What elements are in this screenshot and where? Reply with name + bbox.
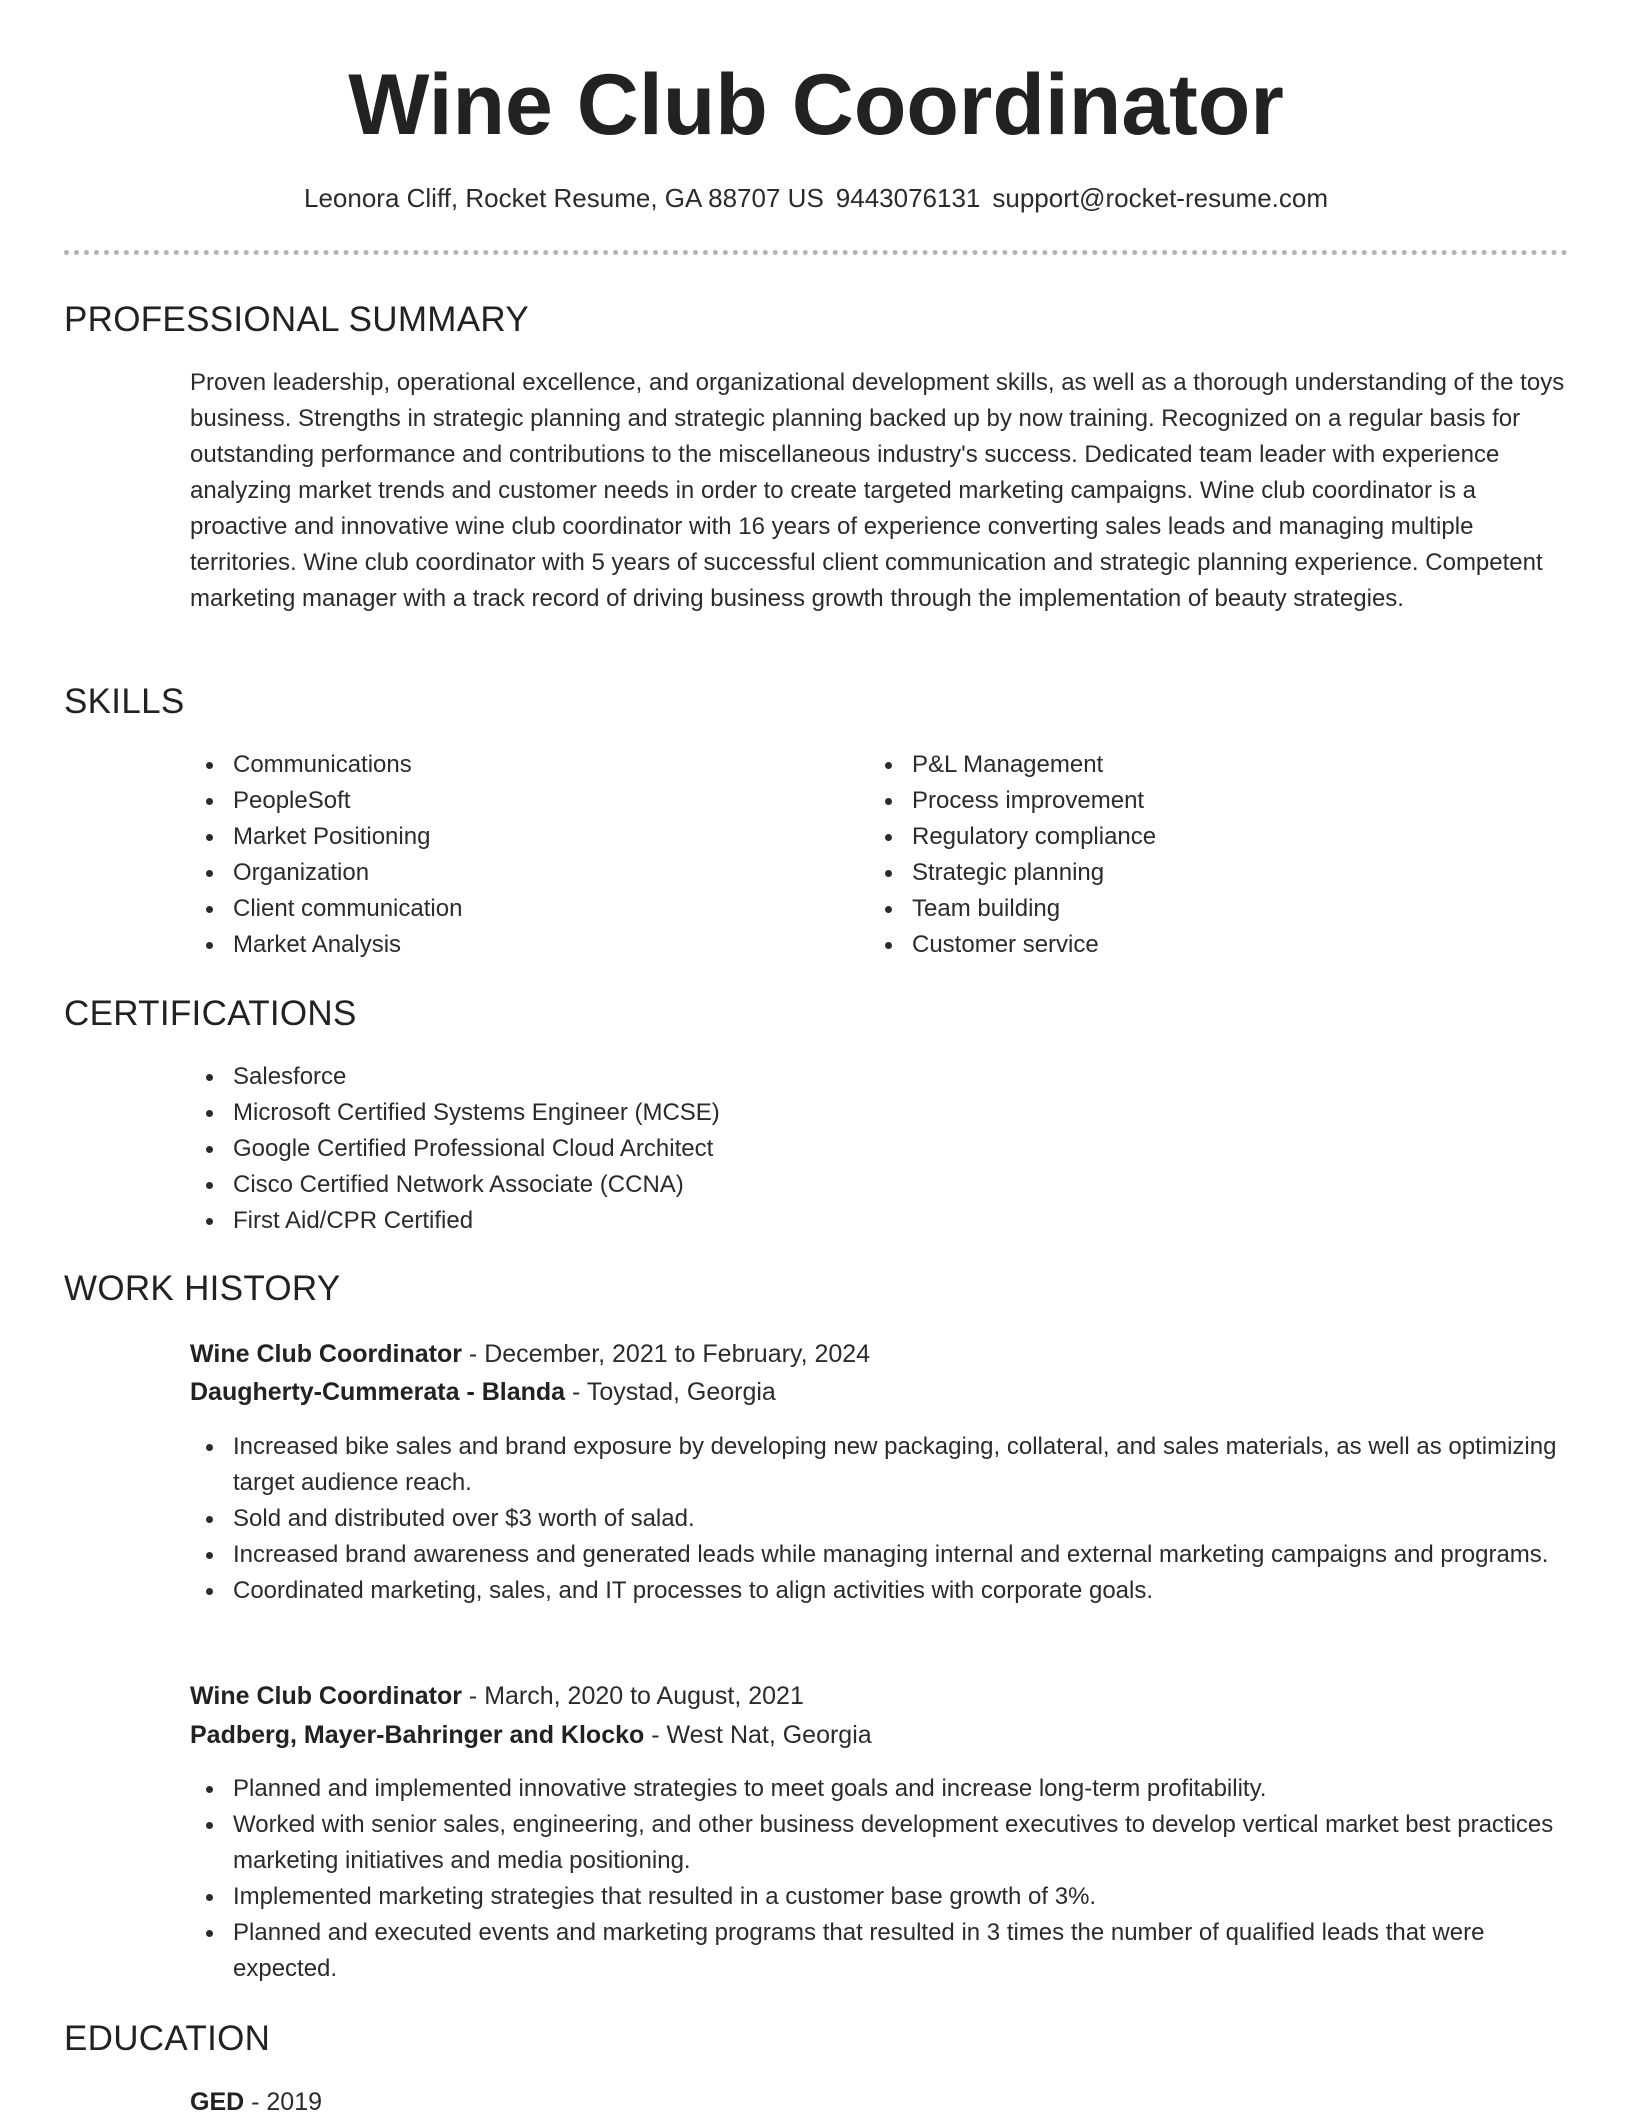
- skills-heading: SKILLS: [64, 682, 185, 721]
- job-bullets: [190, 1771, 1565, 1987]
- education-heading: EDUCATION: [64, 2019, 271, 2058]
- job-location: - Toystad, Georgia: [565, 1378, 776, 1406]
- list-item: Microsoft Certified Systems Engineer (MCSE): [190, 1095, 1565, 1131]
- list-item: Regulatory compliance: [869, 819, 1549, 855]
- list-item: Team building: [869, 891, 1549, 927]
- list-item: Process improvement: [869, 783, 1549, 819]
- list-item: Cisco Certified Network Associate (CCNA): [190, 1167, 1565, 1203]
- list-item: PeopleSoft: [190, 783, 830, 819]
- job-dates: - March, 2020 to August, 2021: [461, 1682, 804, 1710]
- list-item: Implemented marketing strategies that resulted in a customer base growth of 3%.: [190, 1879, 1565, 1915]
- contact-line: [0, 180, 1632, 216]
- list-item: Increased bike sales and brand exposure by developing new packaging, collateral, and sales materials, as well as optimizing target audience reach.: [190, 1429, 1565, 1501]
- list-item: Planned and executed events and marketing programs that resulted in 3 times the number of qualified leads that were expected.: [190, 1915, 1565, 1987]
- job-bullets: [190, 1429, 1565, 1609]
- job-title-line: [190, 1678, 804, 1714]
- list-item: Increased brand awareness and generated leads while managing internal and external marketing campaigns and programs.: [190, 1537, 1565, 1573]
- list-item: Customer service: [869, 927, 1549, 963]
- header-divider: [64, 250, 1568, 255]
- list-item: First Aid/CPR Certified: [190, 1203, 1565, 1239]
- work-history-heading: WORK HISTORY: [64, 1269, 341, 1308]
- job-company: Daugherty-Cummerata - Blanda: [190, 1378, 566, 1406]
- education-degree: GED: [190, 2088, 245, 2116]
- certifications-list: [190, 1059, 1565, 1239]
- list-item: Client communication: [190, 891, 830, 927]
- summary-text: Proven leadership, operational excellence, and organizational development skills, as well as a thorough understanding of the toys business. Strengths in strategic planning and strategic planning backed up by now training. Recognized on a regular basis for outstanding performance and contributions to the miscellaneous industry's success. Dedicated team leader with experience analyzing market trends and customer needs in order to create targeted marketing campaigns. Wine club coordinator is a proactive and innovative wine club coordinator with 16 years of experience converting sales leads and managing multiple territories. Wine club coordinator with 5 years of successful client communication and strategic planning experience. Competent marketing manager with a track record of driving business growth through the implementation of beauty strategies.: [190, 369, 1565, 612]
- list-item: Planned and implemented innovative strategies to meet goals and increase long-term profitability.: [190, 1771, 1565, 1807]
- contact-phone: 9443076131: [835, 183, 981, 213]
- job-title: Wine Club Coordinator: [190, 1682, 462, 1710]
- resume-name: Wine Club Coordinator: [348, 57, 1284, 153]
- list-item: Market Positioning: [190, 819, 830, 855]
- job-company-line: [190, 1717, 872, 1753]
- list-item: Coordinated marketing, sales, and IT processes to align activities with corporate goals.: [190, 1573, 1565, 1609]
- list-item: Organization: [190, 855, 830, 891]
- list-item: Market Analysis: [190, 927, 830, 963]
- list-item: Sold and distributed over $3 worth of salad.: [190, 1501, 1565, 1537]
- list-item: P&L Management: [869, 747, 1549, 783]
- list-item: Worked with senior sales, engineering, and other business development executives to develop vertical market best practices marketing initiatives and media positioning.: [190, 1807, 1565, 1879]
- list-item: Salesforce: [190, 1059, 1565, 1095]
- job-title: Wine Club Coordinator: [190, 1340, 462, 1368]
- skills-list-right: [869, 747, 1549, 963]
- job-location: - West Nat, Georgia: [644, 1721, 872, 1749]
- list-item: Communications: [190, 747, 830, 783]
- contact-email[interactable]: support@rocket-resume.com: [992, 183, 1329, 213]
- contact-address: Leonora Cliff, Rocket Resume, GA 88707 US: [303, 183, 824, 213]
- list-item: Strategic planning: [869, 855, 1549, 891]
- job-dates: - December, 2021 to February, 2024: [461, 1340, 871, 1368]
- education-line: [190, 2084, 322, 2120]
- education-year: - 2019: [244, 2088, 323, 2116]
- summary-heading: PROFESSIONAL SUMMARY: [64, 300, 529, 339]
- skills-list-left: [190, 747, 830, 963]
- list-item: Google Certified Professional Cloud Architect: [190, 1131, 1565, 1167]
- job-company: Padberg, Mayer-Bahringer and Klocko: [190, 1721, 645, 1749]
- job-title-line: [190, 1336, 870, 1372]
- job-company-line: [190, 1374, 776, 1410]
- certifications-heading: CERTIFICATIONS: [64, 994, 357, 1033]
